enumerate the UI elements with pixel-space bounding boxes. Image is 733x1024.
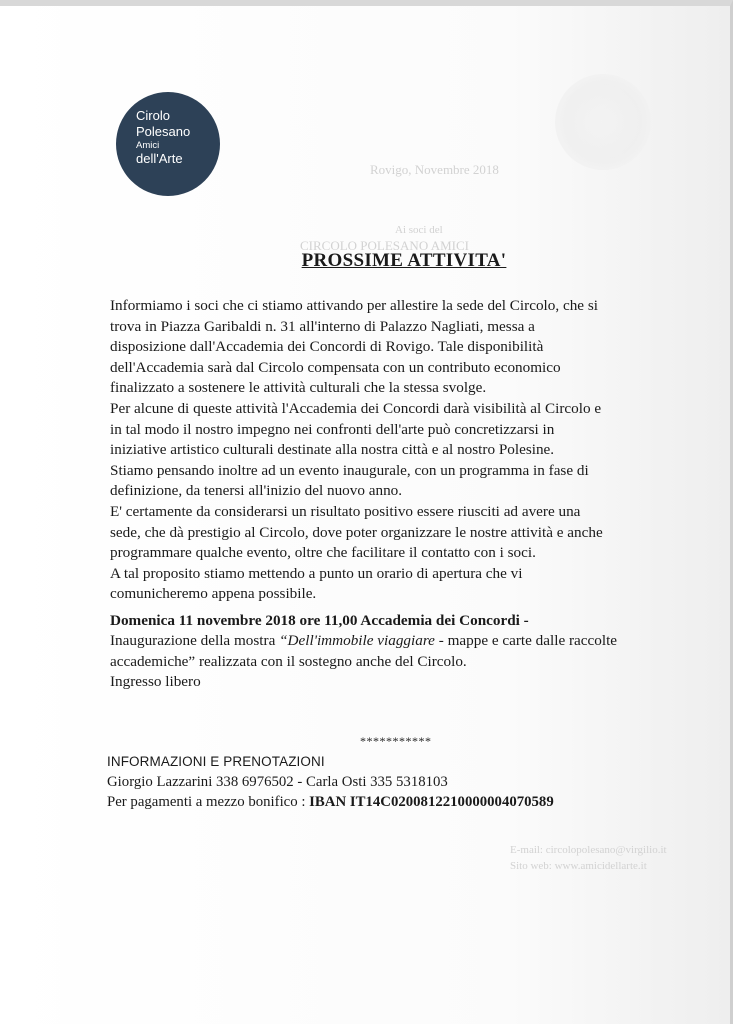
body-line: programmare qualche evento, oltre che facilitare il contatto con i soci. bbox=[110, 544, 536, 562]
body-line: definizione, da tenersi all'inizio del nuovo anno. bbox=[110, 482, 403, 500]
document-title: PROSSIME ATTIVITA' bbox=[301, 250, 507, 271]
body-line: iniziative artistico culturali destinate alla nostra città e al nostro Polesine. bbox=[110, 441, 555, 459]
body-line: trova in Piazza Garibaldi n. 31 all'interno di Palazzo Nagliati, messa a bbox=[110, 317, 535, 335]
body-line: in tal modo il nostro impegno nei confronti dell'arte può concretizzarsi in bbox=[110, 420, 555, 438]
logo-line-1: Cirolo bbox=[136, 108, 170, 123]
body-line: Per alcune di queste attività l'Accademia dei Concordi darà visibilità al Circolo e bbox=[110, 399, 602, 417]
event-description-cont: accademiche” realizzata con il sostegno anche del Circolo. bbox=[110, 652, 467, 670]
body-paragraph bbox=[110, 296, 670, 605]
contact-numbers: Giorgio Lazzarini 338 6976502 - Carla Osti 335 5318103 bbox=[107, 774, 448, 790]
body-line: A tal proposito stiamo mettendo a punto un orario di apertura che vi bbox=[110, 564, 523, 582]
logo-line-2: Polesano bbox=[136, 124, 191, 139]
circolo-logo bbox=[116, 92, 220, 196]
show-through-text: E-mail: circolopolesano@virgilio.it bbox=[510, 844, 667, 856]
iban-code: IBAN IT14C0200812210000004070589 bbox=[309, 794, 554, 810]
event-line-suffix: - mappe e carte dalle raccolte bbox=[434, 632, 618, 650]
body-line: dell'Accademia sarà dal Circolo compensata con un contributo economico bbox=[110, 358, 561, 376]
info-heading: INFORMAZIONI E PRENOTAZIONI bbox=[107, 754, 325, 769]
payment-line bbox=[107, 792, 554, 812]
body-line: disposizione dall'Accademia dei Concordi di Rovigo. Tale disponibilità bbox=[110, 338, 544, 356]
exhibition-title: “Dell'immobile viaggiare bbox=[279, 632, 435, 650]
show-through-text: Ai soci del bbox=[395, 224, 443, 236]
show-through-text: Rovigo, Novembre 2018 bbox=[370, 162, 499, 177]
body-line: E' certamente da considerarsi un risultato positivo essere riusciti ad avere una bbox=[110, 502, 581, 520]
show-through-text: Sito web: www.amicidellarte.it bbox=[510, 860, 647, 872]
event-headline: Domenica 11 novembre 2018 ore 11,00 Accademia dei Concordi - bbox=[110, 612, 529, 629]
body-line: Stiamo pensando inoltre ad un evento inaugurale, con un programma in fase di bbox=[110, 461, 589, 479]
event-description bbox=[110, 631, 670, 651]
logo-line-3: Amici bbox=[136, 140, 160, 151]
body-line: Informiamo i soci che ci stiamo attivando per allestire la sede del Circolo, che si bbox=[110, 297, 598, 314]
body-line: comunicheremo appena possibile. bbox=[110, 585, 317, 603]
payment-label: Per pagamenti a mezzo bonifico : bbox=[107, 794, 310, 810]
faded-stamp bbox=[555, 74, 651, 170]
event-line-prefix: Inaugurazione della mostra bbox=[110, 632, 280, 650]
body-line: sede, che dà prestigio al Circolo, dove poter organizzare le nostre attività e anche bbox=[110, 523, 603, 541]
info-section bbox=[107, 752, 554, 812]
show-through-text: CIRCOLO POLESANO AMICI bbox=[300, 238, 470, 253]
body-line: finalizzato a sostenere le attività culturali che la stessa svolge. bbox=[110, 379, 487, 397]
separator: *********** bbox=[360, 734, 432, 748]
event-admission: Ingresso libero bbox=[110, 673, 201, 691]
event-announcement bbox=[110, 611, 670, 693]
logo-line-4: dell'Arte bbox=[136, 151, 183, 166]
